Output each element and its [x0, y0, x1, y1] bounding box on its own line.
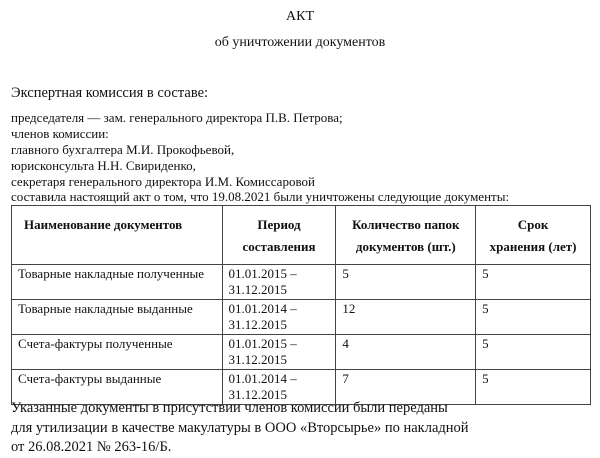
closing-line: Указанные документы в присутствии членов комиссии были переданы	[11, 400, 448, 416]
cell-period: 01.01.2014 – 31.12.2015	[222, 370, 336, 405]
document-title: АКТ	[286, 9, 314, 24]
member-line: юрисконсульта Н.Н. Свириденко,	[11, 158, 196, 173]
documents-table	[11, 205, 591, 405]
cell-period: 01.01.2015 – 31.12.2015	[222, 335, 336, 370]
cell-count: 7	[336, 370, 476, 405]
cell-term: 5	[476, 335, 591, 370]
table-row	[12, 335, 591, 370]
cell-name: Товарные накладные выданные	[12, 300, 223, 335]
closing-line: для утилизации в качестве макулатуры в ООО «Вторсырье» по накладной	[11, 419, 469, 436]
cell-term: 5	[476, 265, 591, 300]
cell-period: 01.01.2015 – 31.12.2015	[222, 265, 336, 300]
closing-line: от 26.08.2021 № 263-16/Б.	[11, 439, 172, 455]
table-row	[12, 265, 591, 300]
header-name: Наименование документов	[12, 206, 223, 265]
cell-count: 4	[336, 335, 476, 370]
member-line: секретаря генерального директора И.М. Комиссаровой	[11, 174, 315, 189]
statement-line: составила настоящий акт о том, что 19.08.2021 были уничтожены следующие документы:	[11, 189, 510, 204]
table-row	[12, 300, 591, 335]
member-line: главного бухгалтера М.И. Прокофьевой,	[11, 142, 235, 157]
commission-intro: Экспертная комиссия в составе:	[11, 85, 209, 101]
cell-count: 12	[336, 300, 476, 335]
cell-period: 01.01.2014 – 31.12.2015	[222, 300, 336, 335]
member-line: членов комиссии:	[11, 126, 109, 141]
cell-count: 5	[336, 265, 476, 300]
table-header-row	[12, 206, 591, 265]
member-line: председателя — зам. генерального директора П.В. Петрова;	[11, 110, 343, 125]
document-subtitle: об уничтожении документов	[214, 35, 386, 50]
cell-term: 5	[476, 370, 591, 405]
header-period: Период составления	[222, 206, 336, 265]
cell-name: Товарные накладные полученные	[12, 265, 223, 300]
cell-name: Счета-фактуры выданные	[12, 370, 223, 405]
cell-term: 5	[476, 300, 591, 335]
cell-name: Счета-фактуры полученные	[12, 335, 223, 370]
header-count: Количество папок документов (шт.)	[336, 206, 476, 265]
header-term: Срок хранения (лет)	[476, 206, 591, 265]
closing-paragraph	[11, 399, 469, 458]
